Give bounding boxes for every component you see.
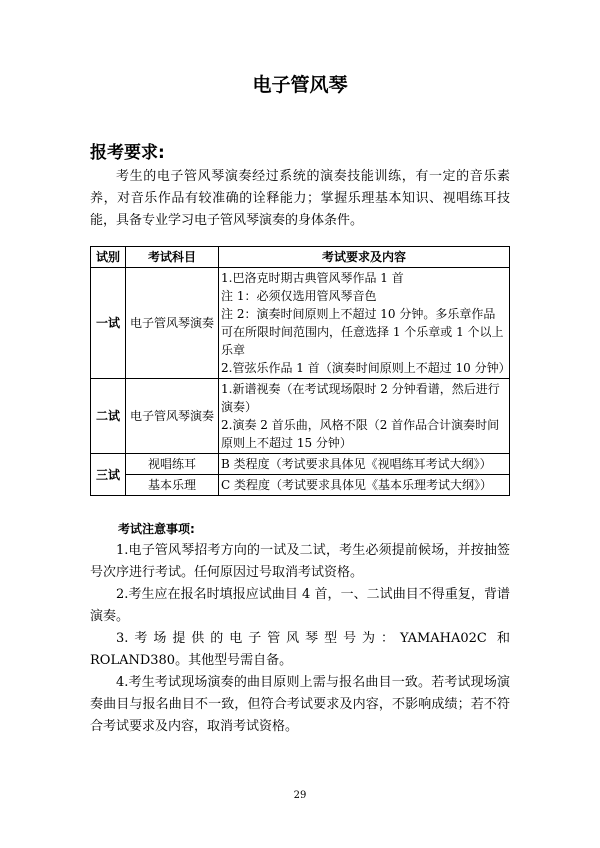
section-title: 报考要求: xyxy=(90,143,165,163)
requirements-cell xyxy=(219,379,510,454)
subject-cell: 基本乐理 xyxy=(126,475,219,496)
notes-list xyxy=(90,540,510,738)
note-paragraph: 2.考生应在报名时填报应试曲目 4 首，一、二试曲目不得重复，背谱演奏。 xyxy=(90,587,510,624)
round-label: 三试 xyxy=(91,454,126,496)
table-header-row xyxy=(91,247,510,268)
requirements-cell: C 类程度（考试要求具体见《基本乐理考试大纲》） xyxy=(219,475,510,496)
intro-paragraph: 考生的电子管风琴演奏经过系统的演奏技能训练，有一定的音乐素养，对音乐作品有较准确的诠释能力；掌握乐理基本知识、视唱练耳技能，具备专业学习电子管风琴演奏的身体条件。 xyxy=(90,169,510,228)
subject-cell: 电子管风琴演奏 xyxy=(126,268,219,379)
requirement-line: 2.演奏 2 首乐曲，风格不限（2 首作品合计演奏时间原则上不超过 15 分钟） xyxy=(221,418,500,450)
requirement-line: 2.管弦乐作品 1 首（演奏时间原则上不超过 10 分钟） xyxy=(221,361,511,375)
exam-table xyxy=(90,246,510,496)
header-round: 试别 xyxy=(91,247,126,268)
document-title: 电子管风琴 xyxy=(252,74,348,96)
table-row xyxy=(91,454,510,475)
table-row xyxy=(91,475,510,496)
table-row xyxy=(91,268,510,379)
requirement-line: 1.巴洛克时期古典管风琴作品 1 首 xyxy=(221,271,404,285)
requirements-cell: B 类程度（考试要求具体见《视唱练耳考试大纲》） xyxy=(219,454,510,475)
round-label: 二试 xyxy=(91,379,126,454)
header-requirements: 考试要求及内容 xyxy=(219,247,510,268)
page-number: 29 xyxy=(293,790,307,801)
notes-title: 考试注意事项: xyxy=(118,522,195,536)
requirement-line: 1.新谱视奏（在考试现场限时 2 分钟看谱，然后进行演奏） xyxy=(221,382,500,414)
subject-cell: 电子管风琴演奏 xyxy=(126,379,219,454)
note-paragraph: 3.考场提供的电子管风琴型号为：YAMAHA02C 和 ROLAND380。其他型号需自备。 xyxy=(90,631,510,668)
round-label: 一试 xyxy=(91,268,126,379)
header-subject: 考试科目 xyxy=(126,247,219,268)
note-paragraph: 1.电子管风琴招考方向的一试及二试，考生必须提前候场，并按抽签号次序进行考试。任何原因过号取消考试资格。 xyxy=(90,543,510,580)
requirement-line: 注 2：演奏时间原则上不超过 10 分钟。多乐章作品可在所限时间范围内，任意选择 1 个乐章或 1 个以上乐章 xyxy=(221,307,504,357)
table-row xyxy=(91,379,510,454)
note-paragraph: 4.考生考试现场演奏的曲目原则上需与报名曲目一致。若考试现场演奏曲目与报名曲目不一致，但符合考试要求及内容，不影响成绩；若不符合考试要求及内容，取消考试资格。 xyxy=(90,675,510,734)
requirement-line: 注 1：必须仅选用管风琴音色 xyxy=(221,289,377,303)
requirements-cell xyxy=(219,268,510,379)
subject-cell: 视唱练耳 xyxy=(126,454,219,475)
